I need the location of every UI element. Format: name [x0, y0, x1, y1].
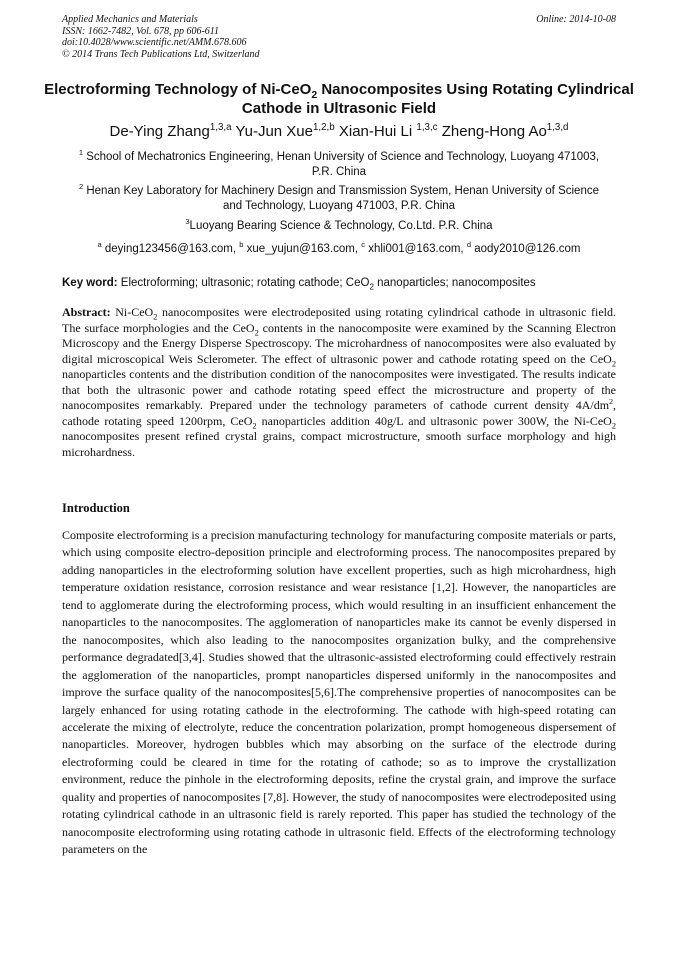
email-mark: d: [466, 240, 471, 250]
author-affiliation-mark: 1,3,a: [209, 122, 232, 133]
issn-line: ISSN: 1662-7482, Vol. 678, pp 606-611: [62, 25, 220, 37]
abstract: [62, 305, 616, 460]
email-mark: b: [239, 240, 244, 250]
email-mark: a: [97, 240, 102, 250]
keyword-text: Electroforming; ultrasonic; rotating cathode; CeO: [117, 277, 370, 289]
affiliation-number: 3: [185, 217, 190, 227]
author-affiliation-mark: 1,3,c: [416, 122, 438, 133]
doi-line: doi:10.4028/www.scientific.net/AMM.678.606: [62, 37, 247, 48]
keyword-subscript: 2: [369, 282, 374, 292]
affiliation-3: [70, 219, 608, 234]
affiliation-number: 2: [79, 182, 84, 192]
email-address: xue_yujun@163.com,: [246, 243, 359, 255]
abstract-subscript: 2: [254, 327, 259, 337]
abstract-subscript: 2: [611, 420, 617, 430]
author-name: Yu-Jun Xue: [235, 123, 313, 140]
affiliation-1: [70, 150, 608, 180]
abstract-text: , cathode rotating speed 1200rpm, CeO: [62, 398, 616, 428]
introduction-body: Composite electroforming is a precision manufacturing technology for manufacturing composite materials or parts, which using composite electro-deposition principle and electroforming process. The nanocomposites prepared by adding nanoparticles in the electroforming solution have excellent properties, such as high microhardness, high temperature oxidation resistance, corrosion resistance and wear resistance [1,2]. However, the nanoparticles are tend to agglomerate during the electroforming process, which would resulting in an insufficient enhancement the nanoparticles to the nanocomposites. The agglomeration of nanoparticles make its cannot be evenly dispersed in the nanocomposites, which also leading to the nanocomposites organization bulky, and the comprehensive performance degradated[3,4]. Studies showed that the ultrasonic-assisted electroforming could effectively restrain the agglomeration of the nanoparticles, prompt nanoparticles dispersed uniformly in the nanocomposites and improve the surface quality of the nanocomposites[5,6].The comprehensive properties of nanocomposites can be largely enhanced for using rotating cathode in the electroforming. The cathode with high-speed rotating can accelerate the mixing of electrolyte, reduce the concentration polarization, prompt homogeneous dispersement of nanoparticles. Moreover, hydrogen bubbles which may absorbing on the surface of the electrode during electroforming could be cleared in time for the rotating of cathode; so as to improve the crystallization environment, reduce the pinhole in the electroforming deposits, refine the crystal grain, and improve the surface quality and properties of nanocomposites [7,8]. However, the study of nanocomposites were electrodeposited using rotating cylindrical cathode in an ultrasonic field is rarely reported. This paper has studied the technology of the nanocomposite electroforming using rotating cathode in ultrasonic field. Effects of the electroforming technology parameters on the: [62, 528, 616, 857]
online-date: Online: 2014-10-08: [536, 14, 616, 25]
author-affiliation-mark: 1,3,d: [546, 122, 569, 133]
affiliation-2: [70, 184, 608, 214]
abstract-text: nanoparticles contents and the distribution condition of the nanocomposites were investigated. The results indicate that both the ultrasonic power and cathode rotating speed effect the microstructure and property of the nanocomposites remarkably. Prepared under the technology parameters of cathode current density 4A/dm: [62, 367, 616, 412]
abstract-text: nanoparticles addition 40g/L and ultrasonic power 300W, the Ni-CeO: [256, 413, 612, 428]
email-mark: c: [361, 240, 365, 250]
abstract-subscript: 2: [153, 312, 158, 322]
author-affiliation-mark: 1,2,b: [313, 122, 335, 133]
section-heading-introduction: Introduction: [62, 501, 130, 515]
title-part-2: Nanocomposites Using Rotating Cylindrical Cathode in Ultrasonic Field: [241, 81, 634, 117]
abstract-text: nanocomposites present refined crystal grains, compact microstructure, smooth surface morphology and high microhardness.: [62, 429, 616, 459]
author-name: Xian-Hui Li: [338, 123, 413, 140]
affiliation-text: Luoyang Bearing Science & Technology, Co.Ltd. P.R. China: [189, 220, 493, 232]
author-name: De-Ying Zhang: [109, 123, 210, 140]
abstract-subscript: 2: [252, 420, 257, 430]
journal-name: Applied Mechanics and Materials: [62, 14, 198, 25]
abstract-text: Ni-CeO: [110, 305, 154, 319]
email-list: [70, 242, 608, 257]
abstract-text: nanocomposites were electrodeposited using rotating cylindrical cathode in ultrasonic field. The surface morphologies and the CeO: [62, 305, 616, 335]
keyword-text-end: nanoparticles; nanocomposites: [373, 277, 536, 289]
keywords: [62, 276, 616, 291]
email-address: xhli001@163.com,: [368, 243, 464, 255]
running-header: [62, 14, 616, 60]
title-subscript: 2: [311, 89, 318, 101]
paper-title: [40, 80, 638, 118]
copyright-line: © 2014 Trans Tech Publications Ltd, Switzerland: [62, 48, 260, 60]
affiliation-number: 1: [78, 148, 83, 158]
affiliation-text: Henan Key Laboratory for Machinery Design and Transmission System, Henan University of Science and Technology, Luoyang 471003, P.R. China: [86, 185, 599, 212]
author-list: [40, 122, 638, 141]
abstract-label: Abstract:: [62, 305, 111, 319]
abstract-superscript: 2: [609, 397, 613, 406]
title-part-1: Electroforming Technology of Ni-CeO: [44, 81, 312, 98]
abstract-text: contents in the nanocomposite were examined by the Scanning Electron Microscopy and the Energy Disperse Spectroscopy. The microhardness of nanocomposites were also evaluated by digital microscopical Weis Sclerometer. The effect of ultrasonic power and cathode rotating speed on the CeO: [62, 320, 617, 366]
affiliation-text: School of Mechatronics Engineering, Henan University of Science and Technology, Luoyang 471003, P.R. China: [86, 151, 600, 178]
email-address: aody2010@126.com: [474, 243, 581, 255]
email-address: deying123456@163.com,: [104, 243, 237, 255]
keyword-label: Key word:: [62, 277, 118, 289]
author-name: Zheng-Hong Ao: [441, 123, 547, 140]
abstract-subscript: 2: [611, 358, 616, 368]
